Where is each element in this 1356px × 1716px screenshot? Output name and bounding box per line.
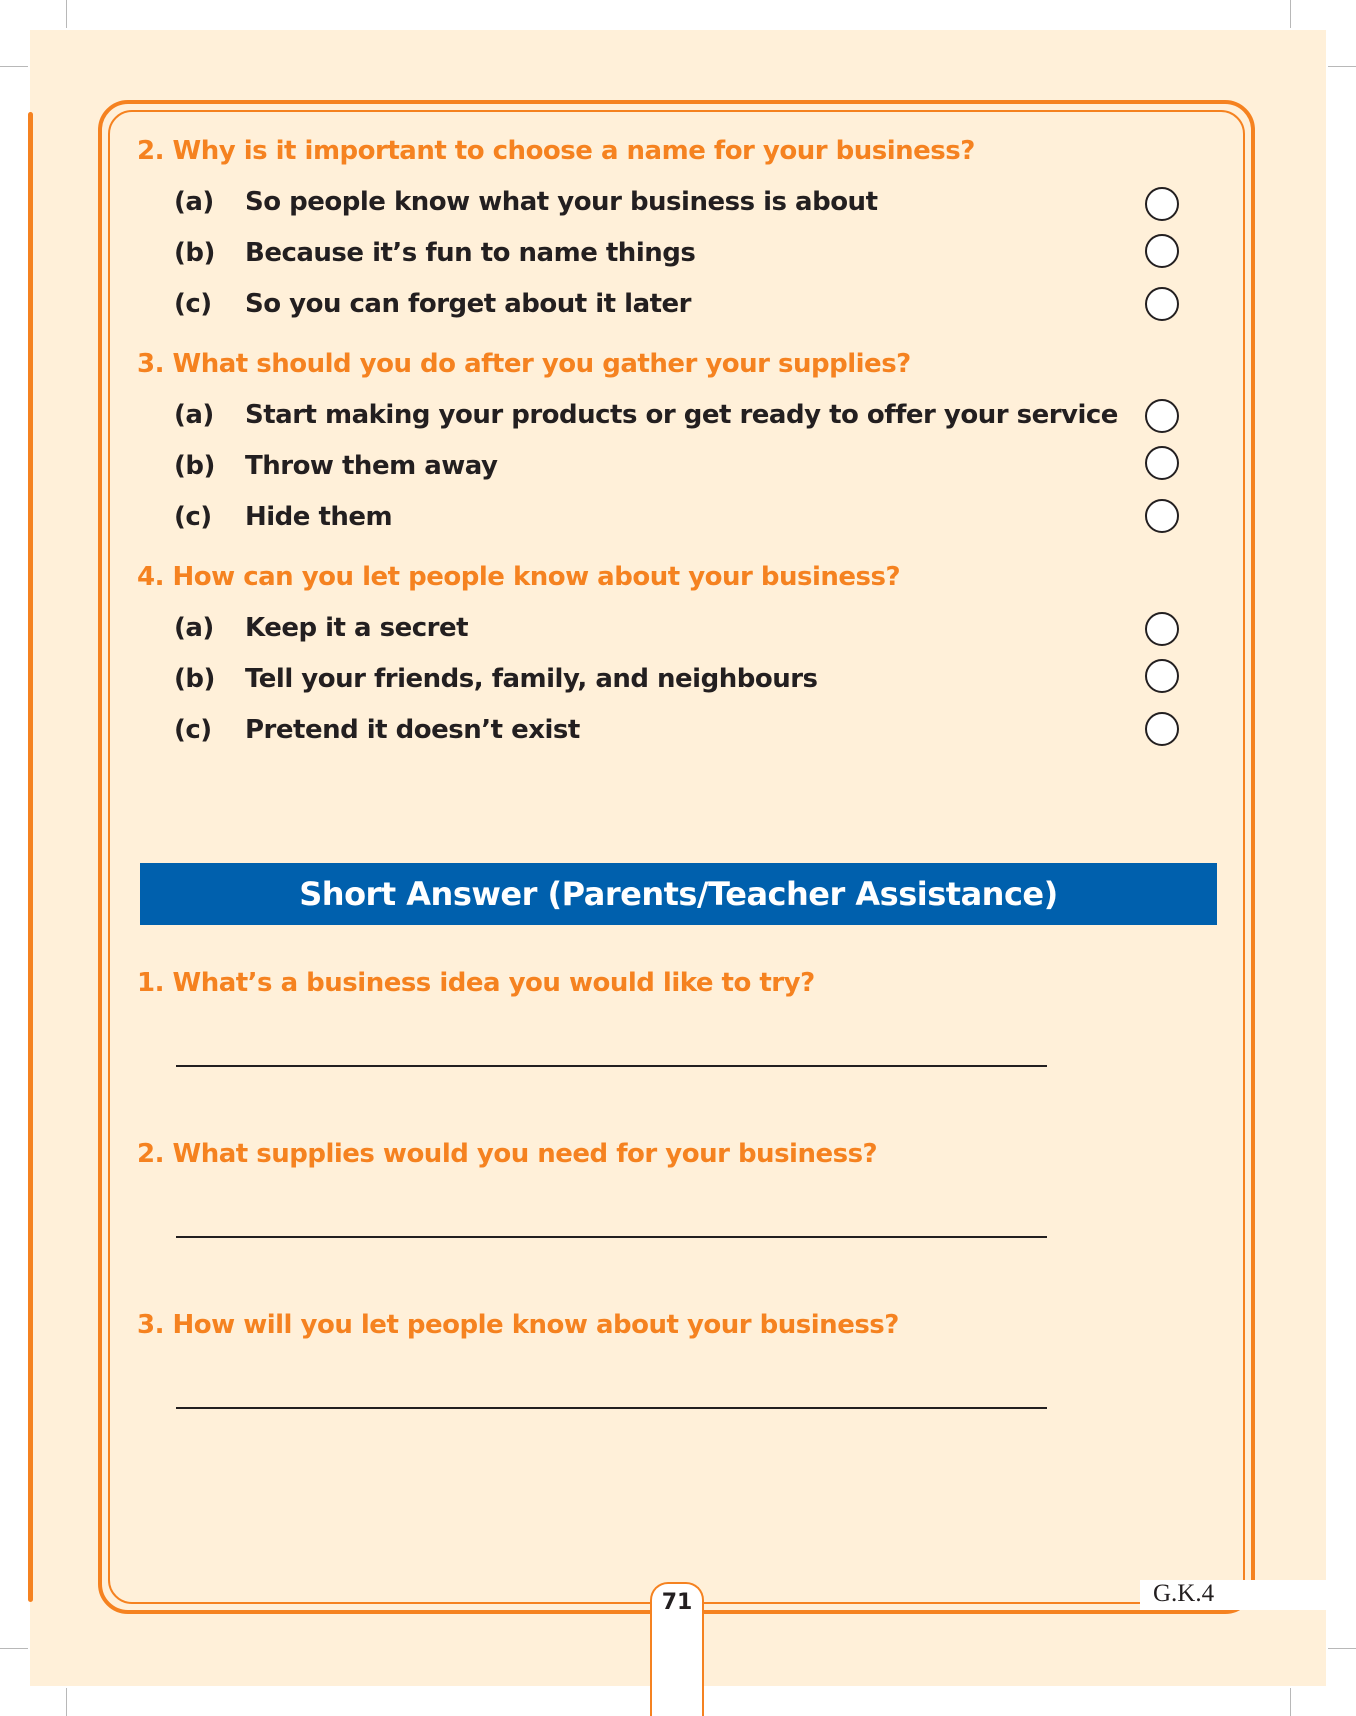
answer-circle[interactable]: [1145, 187, 1179, 221]
option-text: So people know what your business is about: [245, 187, 878, 217]
option-text: Because it’s fun to name things: [245, 238, 696, 268]
mcq-option: [174, 451, 497, 481]
crop-mark: [0, 1648, 28, 1649]
option-letter: (b): [174, 664, 215, 694]
page-frame-inner: [108, 110, 1245, 1604]
answer-line[interactable]: [176, 1236, 1047, 1238]
option-text: Throw them away: [245, 451, 498, 481]
answer-circle[interactable]: [1145, 287, 1179, 321]
option-letter: (c): [174, 715, 212, 745]
option-letter: (c): [174, 289, 212, 319]
mcq-option: [174, 502, 392, 532]
option-letter: (b): [174, 238, 215, 268]
mcq-option: [174, 187, 878, 217]
crop-mark: [1328, 1648, 1356, 1649]
crop-mark: [1328, 66, 1356, 67]
option-letter: (a): [174, 613, 214, 643]
left-edge-strip: [28, 112, 33, 1602]
crop-mark: [66, 0, 67, 28]
page-number: 71: [661, 1590, 693, 1615]
crop-mark: [1290, 0, 1291, 28]
answer-line[interactable]: [176, 1407, 1047, 1409]
short-answer-heading: Short Answer (Parents/Teacher Assistance): [140, 863, 1217, 925]
mcq-option: [174, 400, 1118, 430]
option-text: Start making your products or get ready to offer your service: [245, 400, 1118, 430]
mcq-option: [174, 613, 468, 643]
answer-line[interactable]: [176, 1065, 1047, 1067]
crop-mark: [66, 1688, 67, 1716]
mcq-option: [174, 238, 695, 268]
answer-circle[interactable]: [1145, 659, 1179, 693]
book-code: G.K.4: [1153, 1580, 1215, 1607]
mcq-option: [174, 289, 691, 319]
answer-circle[interactable]: [1145, 612, 1179, 646]
option-text: So you can forget about it later: [245, 289, 691, 319]
mcq-question: 2. Why is it important to choose a name for your business?: [137, 136, 975, 166]
option-letter: (c): [174, 502, 212, 532]
short-answer-question: 3. How will you let people know about your business?: [137, 1310, 899, 1340]
mcq-question: 3. What should you do after you gather your supplies?: [137, 349, 911, 379]
answer-circle[interactable]: [1145, 712, 1179, 746]
option-text: Keep it a secret: [245, 613, 469, 643]
option-text: Pretend it doesn’t exist: [245, 715, 580, 745]
mcq-option: [174, 664, 818, 694]
crop-mark: [0, 66, 28, 67]
crop-mark: [1290, 1688, 1291, 1716]
mcq-option: [174, 715, 580, 745]
option-text: Tell your friends, family, and neighbours: [245, 664, 818, 694]
option-letter: (b): [174, 451, 215, 481]
mcq-question: 4. How can you let people know about your business?: [137, 562, 901, 592]
answer-circle[interactable]: [1145, 234, 1179, 268]
answer-circle[interactable]: [1145, 499, 1179, 533]
answer-circle[interactable]: [1145, 399, 1179, 433]
short-answer-question: 2. What supplies would you need for your business?: [137, 1139, 878, 1169]
option-text: Hide them: [245, 502, 393, 532]
option-letter: (a): [174, 400, 214, 430]
answer-circle[interactable]: [1145, 446, 1179, 480]
option-letter: (a): [174, 187, 214, 217]
short-answer-question: 1. What’s a business idea you would like to try?: [137, 968, 815, 998]
